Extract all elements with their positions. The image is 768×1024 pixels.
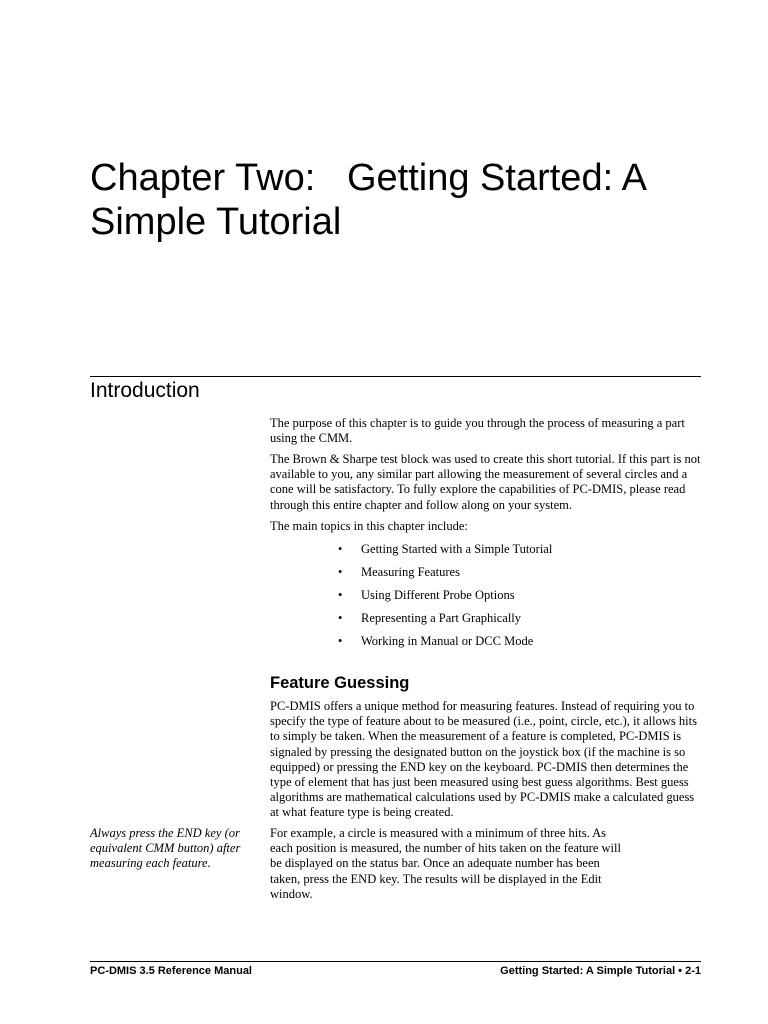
paragraph-feature-guessing <box>270 699 702 821</box>
paragraph-text: PC-DMIS offers a unique method for measuring features. Instead of requiring you to specify the type of feature about to be measured (i.e., point, circle, etc.), it allows hits to simply be taken. When the measurement of a feature is completed, PC-DMIS is signaled by pressing the designated button on the joystick box (if the machine is so equipped) or pressing the END key on the keyboard. PC-DMIS then determines the type of element that has just been measured using best guess algorithms. Best guess algorithms are mathematical calculations used by PC-DMIS make a calculated guess at what feature type is being created. <box>270 699 697 820</box>
paragraph-test-block <box>270 452 702 513</box>
paragraph-text: For example, a circle is measured with a minimum of three hits. As each position is measured, the number of hits taken on the feature will be displayed on the status bar. Once an adequate number has been taken, press the END key. The results will be displayed in the Edit window. <box>270 826 621 901</box>
list-item-text: Working in Manual or DCC Mode <box>361 634 534 648</box>
list-item <box>338 542 552 565</box>
paragraph-purpose <box>270 416 702 446</box>
list-item-text: Getting Started with a Simple Tutorial <box>361 542 553 556</box>
footer-manual-title: PC-DMIS 3.5 Reference Manual <box>90 965 252 977</box>
chapter-title: Chapter Two: Getting Started: A Simple Tutorial <box>90 157 656 243</box>
list-item <box>338 565 552 588</box>
section-title: Introduction <box>90 379 200 402</box>
paragraph-text: The main topics in this chapter include: <box>270 519 468 533</box>
paragraph-example <box>270 826 630 902</box>
footer-page-label: Getting Started: A Simple Tutorial • 2-1 <box>500 965 701 977</box>
bullet-icon: • <box>338 542 343 556</box>
subsection-title: Feature Guessing <box>270 674 410 692</box>
footer-divider <box>90 961 701 962</box>
bullet-icon: • <box>338 565 343 579</box>
list-item-text: Representing a Part Graphically <box>361 611 522 625</box>
bullet-icon: • <box>338 588 343 602</box>
paragraph-text: The purpose of this chapter is to guide you through the process of measuring a part using the CMM. <box>270 416 685 446</box>
paragraph-topics-intro <box>270 519 702 534</box>
list-item <box>338 588 552 611</box>
section-divider <box>90 376 701 377</box>
list-item-text: Measuring Features <box>361 565 460 579</box>
list-item-text: Using Different Probe Options <box>361 588 515 602</box>
topics-list <box>338 542 552 657</box>
margin-note: Always press the END key (or equivalent CMM button) after measuring each feature. <box>90 826 241 871</box>
bullet-icon: • <box>338 634 343 648</box>
bullet-icon: • <box>338 611 343 625</box>
paragraph-text: The Brown & Sharpe test block was used to create this short tutorial. If this part is not available to you, any similar part allowing the measurement of several circles and a cone will be satisfactory. To fully explore the capabilities of PC-DMIS, please read through this entire chapter and follow along on your system. <box>270 452 701 512</box>
list-item <box>338 634 552 657</box>
list-item <box>338 611 552 634</box>
